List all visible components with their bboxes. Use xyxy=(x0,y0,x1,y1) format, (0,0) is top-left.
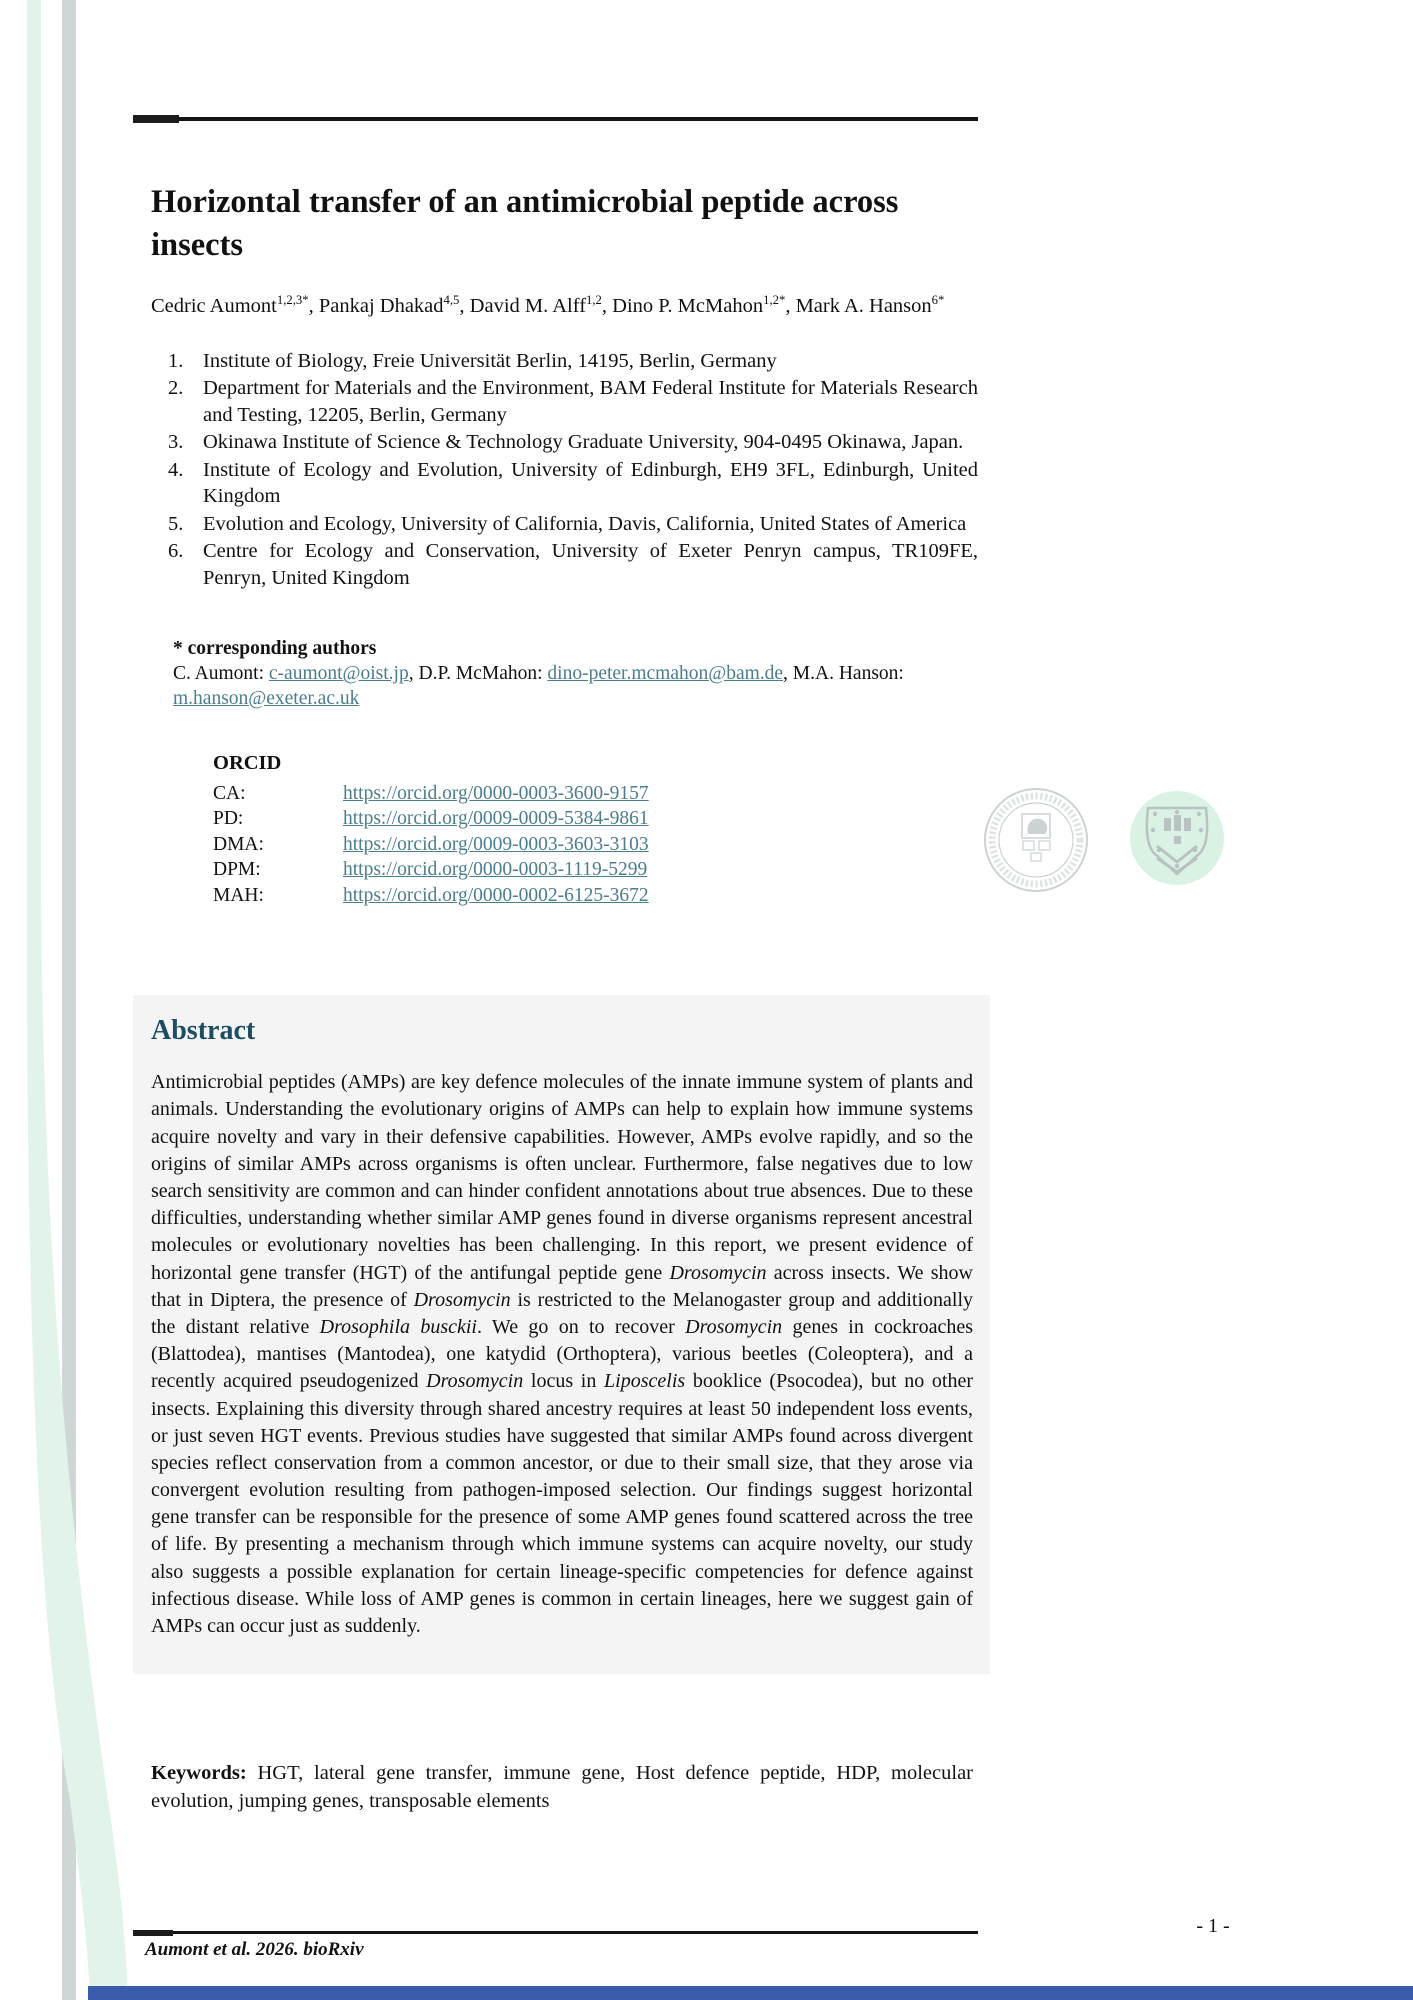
text-segment: booklice (Psocodea), but no other insects. Explaining this diversity through shared ancestry requires at least 50 independent loss events, or just seven HGT events. Previous studies have suggested that similar AMPs found across divergent species reflect conservation from a common ancestor, or due to their small size, that they arose via convergent evolution resulting from pathogen-imposed selection. Our findings suggest horizontal gene transfer can be responsible for the presence of some AMP genes found scattered across the tree of life. By presenting a mechanism through which immune systems can acquire novelty, our study also suggests a possible explanation for certain lineage-specific competencies for defence against infectious disease. While loss of AMP genes is common in certain lineages, here we suggest gain of AMPs can occur just as suddenly. xyxy=(151,1370,973,1638)
text-segment: , David M. Alff xyxy=(459,294,587,317)
affiliation-item xyxy=(133,511,978,538)
orcid-link[interactable]: https://orcid.org/0000-0003-1119-5299 xyxy=(343,859,648,881)
superscript-affiliation-marker: 1,2 xyxy=(586,292,602,307)
text-segment: genes in cockroaches (Blattodea), mantises (Mantodea), one katydid (Orthoptera), various beetles (Coleoptera), and a recently acquired pseudogenized xyxy=(151,1315,973,1393)
text-segment: Liposcelis xyxy=(604,1370,686,1393)
text-segment: , Dino P. McMahon xyxy=(601,294,764,317)
footer-rule xyxy=(133,1931,978,1934)
affiliation-text: Okinawa Institute of Science & Technology Graduate University, 904-0495 Okinawa, Japan. xyxy=(203,431,964,454)
affiliation-number: 4. xyxy=(168,458,184,481)
text-segment: Keywords: xyxy=(151,1762,247,1785)
text-segment: , M.A. Hanson: xyxy=(783,663,904,685)
text-segment: , D.P. McMahon: xyxy=(408,663,548,685)
abstract-section xyxy=(133,995,990,1674)
page-number: - 1 - xyxy=(1196,1915,1230,1937)
orcid-row xyxy=(213,806,978,832)
orcid-block xyxy=(133,751,978,908)
orcid-author-initials: DMA: xyxy=(213,833,264,855)
orcid-row xyxy=(213,781,978,807)
top-rule-nub xyxy=(133,115,179,123)
text-segment: HGT, lateral gene transfer, immune gene, Host defence peptide, HDP, molecular evolution, jumping genes, transposable elements xyxy=(151,1762,973,1813)
affiliation-number: 6. xyxy=(168,540,184,563)
text-segment: Drosomycin xyxy=(685,1315,783,1338)
text-segment: Drosomycin xyxy=(413,1288,511,1311)
orcid-link[interactable]: https://orcid.org/0000-0002-6125-3672 xyxy=(343,884,649,906)
affiliation-number: 2. xyxy=(168,377,184,400)
corresponding-authors-block xyxy=(133,636,978,711)
abstract-heading: Abstract xyxy=(151,1015,256,1047)
fu-berlin-seal-watermark xyxy=(985,789,1087,891)
affiliation-text: Evolution and Ecology, University of California, Davis, California, United States of America xyxy=(203,512,967,535)
affiliation-number: 1. xyxy=(168,349,184,372)
author-line xyxy=(133,294,978,319)
text-segment: . We go on to recover xyxy=(476,1315,686,1338)
orcid-author-initials: DPM: xyxy=(213,859,261,881)
affiliation-number: 5. xyxy=(168,512,184,535)
affiliation-list xyxy=(133,348,978,592)
orcid-author-initials: PD: xyxy=(213,808,244,830)
orcid-author-initials: MAH: xyxy=(213,884,264,906)
text-segment: across insects. We show that in Diptera, the presence of xyxy=(151,1261,973,1311)
top-rule xyxy=(133,117,978,121)
footer-citation: Aumont et al. 2026. bioRxiv xyxy=(145,1939,364,1961)
superscript-affiliation-marker: 4,5 xyxy=(443,292,460,307)
text-segment: C. Aumont: xyxy=(173,663,269,685)
text-segment: Cedric Aumont xyxy=(151,294,277,317)
orcid-row xyxy=(213,857,978,883)
orcid-link[interactable]: https://orcid.org/0009-0003-3603-3103 xyxy=(343,833,649,855)
affiliation-number: 3. xyxy=(168,431,184,454)
keywords-line xyxy=(133,1759,973,1815)
footer-rule-nub xyxy=(133,1930,173,1936)
affiliation-text: Institute of Biology, Freie Universität Berlin, 14195, Berlin, Germany xyxy=(203,349,777,372)
affiliation-item xyxy=(133,538,978,591)
affiliation-item xyxy=(133,429,978,456)
corresponding-authors-emails xyxy=(173,661,978,711)
affiliation-text: Institute of Ecology and Evolution, University of Edinburgh, EH9 3FL, Edinburgh, United Kingdom xyxy=(203,458,978,508)
orcid-author-initials: CA: xyxy=(213,782,246,804)
email-or-url-link[interactable]: m.hanson@exeter.ac.uk xyxy=(173,688,360,710)
affiliation-text: Centre for Ecology and Conservation, University of Exeter Penryn campus, TR109FE, Penryn, United Kingdom xyxy=(203,540,978,589)
abstract-body xyxy=(151,1069,973,1640)
affiliation-item xyxy=(133,375,978,428)
affiliation-item xyxy=(133,348,978,375)
text-segment: locus in xyxy=(523,1370,605,1393)
superscript-affiliation-marker: 1,2,3* xyxy=(276,292,309,307)
affiliation-item xyxy=(133,457,978,510)
corresponding-authors-heading: * corresponding authors xyxy=(173,638,377,660)
affiliation-text: Department for Materials and the Environment, BAM Federal Institute for Materials Research and Testing, 12205, Berlin, Germany xyxy=(203,377,978,426)
grey-stripe xyxy=(62,0,76,2000)
orcid-link[interactable]: https://orcid.org/0000-0003-3600-9157 xyxy=(343,782,649,804)
superscript-affiliation-marker: 6* xyxy=(931,292,945,307)
exeter-shield-watermark xyxy=(1130,791,1224,885)
orcid-link[interactable]: https://orcid.org/0009-0009-5384-9861 xyxy=(343,808,649,830)
content-column xyxy=(133,0,978,1961)
text-segment: , Pankaj Dhakad xyxy=(308,294,444,317)
text-segment: Drosophila busckii xyxy=(319,1315,477,1338)
email-or-url-link[interactable]: c-aumont@oist.jp xyxy=(268,663,409,685)
orcid-heading: ORCID xyxy=(213,752,282,775)
email-or-url-link[interactable]: dino-peter.mcmahon@bam.de xyxy=(547,663,784,685)
mint-ribbon xyxy=(27,0,128,2000)
orcid-row xyxy=(213,883,978,909)
text-segment: Drosomycin xyxy=(669,1261,767,1284)
text-segment: Antimicrobial peptides (AMPs) are key defence molecules of the innate immune system of plants and animals. Understanding the evolutionary origins of AMPs can help to explain how immune systems acquire novelty and vary in their defensive capabilities. However, AMPs evolve rapidly, and so the origins of similar AMPs across organisms is often unclear. Furthermore, false negatives due to low search sensitivity are common and can hinder confident annotations about true absences. Due to these difficulties, understanding whether similar AMP genes found in diverse organisms represent ancestral molecules or evolutionary novelties has been challenging. In this report, we present evidence of horizontal gene transfer (HGT) of the antifungal peptide gene xyxy=(151,1071,973,1284)
text-segment: Drosomycin xyxy=(426,1370,524,1393)
bottom-blue-bar xyxy=(88,1986,1413,2000)
superscript-affiliation-marker: 1,2* xyxy=(763,292,786,307)
page-title: Horizontal transfer of an antimicrobial peptide across insects xyxy=(151,184,899,263)
text-segment: is restricted to the Melanogaster group and additionally the distant relative xyxy=(151,1288,974,1338)
text-segment: , Mark A. Hanson xyxy=(785,294,932,317)
orcid-row xyxy=(213,832,978,858)
